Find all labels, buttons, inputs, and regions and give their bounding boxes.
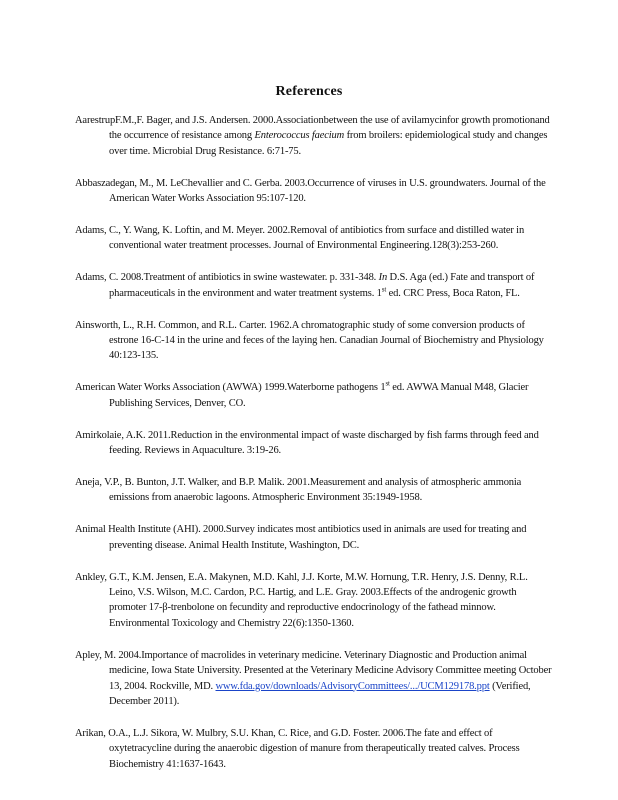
reference-text: from broilers: epidemiological study and changes over time. Microbial Drug Resistance. 6:71-75. xyxy=(109,130,548,157)
reference-text: D.S. Aga (ed.) Fate and transport of pharmaceuticals in the environment and water treatment systems. 1 xyxy=(109,272,535,299)
reference-italic-text: In xyxy=(378,272,388,284)
reference-superscript: st xyxy=(381,285,387,294)
reference-italic-text: Enterococcus faecium xyxy=(254,130,345,142)
reference-text: ed. CRC Press, Boca Raton, FL. xyxy=(386,287,520,299)
reference-link[interactable]: www.fda.gov/downloads/AdvisoryCommittees/.../UCM129178.ppt xyxy=(215,680,490,692)
reference-text: Arikan, O.A., L.J. Sikora, W. Mulbry, S.U. Khan, C. Rice, and G.D. Foster. 2006.The fate and effect of oxytetracycline during the anaerobic digestion of manure from therapeutically treated calves. Process Biochemistry 41:1637-1643. xyxy=(75,727,520,770)
reference-entry xyxy=(75,726,555,772)
reference-text: Amirkolaie, A.K. 2011.Reduction in the environmental impact of waste discharged by fish farms through feed and feeding. Reviews in Aquaculture. 3:19-26. xyxy=(75,429,539,457)
reference-text: (Verified, December 2011). xyxy=(109,680,531,707)
reference-text: Animal Health Institute (AHI). 2000.Survey indicates most antibiotics used in animals are used for treating and preventing disease. Animal Health Institute, Washington, DC. xyxy=(75,524,527,551)
reference-text: Adams, C. 2008.Treatment of antibiotics in swine wastewater. p. 331-348. xyxy=(75,272,379,284)
reference-entry xyxy=(75,428,555,459)
reference-entry xyxy=(75,570,555,632)
reference-text: Adams, C., Y. Wang, K. Loftin, and M. Meyer. 2002.Removal of antibiotics from surface and distilled water in conventional water treatment processes. Journal of Environmental Engineering.128(3):253-260. xyxy=(75,225,525,252)
reference-entry xyxy=(75,380,555,411)
reference-entry xyxy=(75,223,555,254)
reference-entry xyxy=(75,475,555,506)
reference-list xyxy=(75,113,555,789)
reference-text: ed. AWWA Manual M48, Glacier Publishing Services, Denver, CO. xyxy=(109,382,529,409)
reference-entry xyxy=(75,318,555,364)
reference-entry xyxy=(75,176,555,207)
reference-text: AarestrupF.M.,F. Bager, and J.S. Andersen. 2000.Associationbetween the use of avilamycinfor growth promotionand the occurrence of resistance among xyxy=(75,115,550,142)
page-title: References xyxy=(275,84,343,99)
reference-text: Ankley, G.T., K.M. Jensen, E.A. Makynen, M.D. Kahl, J.J. Korte, M.W. Hornung, T.R. Henry, J.S. Denny, R.L. Leino, V.S. Wilson, M.C. Cardon, P.C. Hartig, and L.E. Gray. 2003.Effects of the androgenic growth promoter 17-β-trenbolone on fecundity and reproductive endocrinology of the fathead minnow. Environmental Toxicology and Chemistry 22(6):1350-1360. xyxy=(75,571,528,629)
reference-text: Aneja, V.P., B. Bunton, J.T. Walker, and B.P. Malik. 2001.Measurement and analysis of atmospheric ammonia emissions from anaerobic lagoons. Atmospheric Environment 35:1949-1958. xyxy=(75,477,522,504)
reference-text: American Water Works Association (AWWA) 1999.Waterborne pathogens 1 xyxy=(75,382,386,394)
reference-text: Apley, M. 2004.Importance of macrolides in veterinary medicine. Veterinary Diagnostic and Production animal medicine, Iowa State University. Presented at the Veterinary Medicine Advisory Committee meeting October 13, 2004. Rockville, MD. xyxy=(75,649,552,692)
reference-text: Abbaszadegan, M., M. LeChevallier and C. Gerba. 2003.Occurrence of viruses in U.S. groundwaters. Journal of the American Water Works Association 95:107-120. xyxy=(75,177,546,205)
reference-text: Ainsworth, L., R.H. Common, and R.L. Carter. 1962.A chromatographic study of some conversion products of estrone 16-C-14 in the urine and feces of the laying hen. Canadian Journal of Biochemistry and Physiology 40:123-135. xyxy=(75,319,544,362)
reference-entry xyxy=(75,648,555,710)
reference-entry xyxy=(75,522,555,553)
reference-entry xyxy=(75,113,555,159)
reference-entry xyxy=(75,270,555,301)
reference-superscript: st xyxy=(385,379,390,388)
